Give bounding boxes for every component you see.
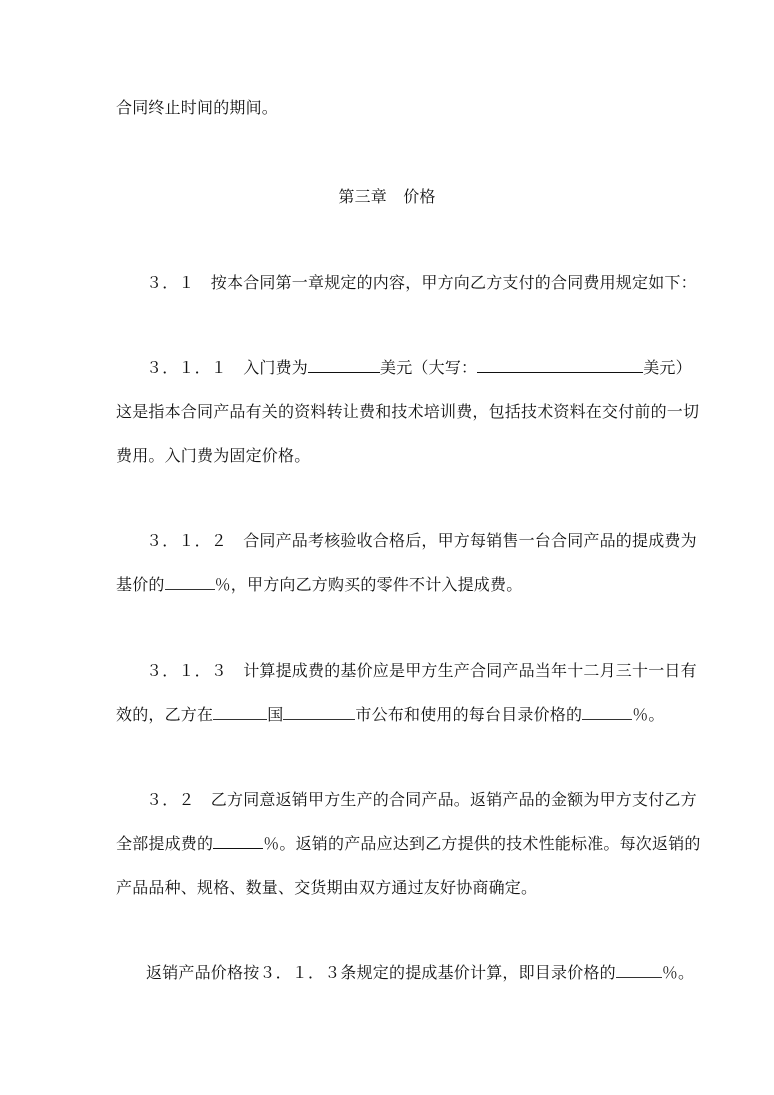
continuation-text bbox=[116, 98, 278, 118]
buyback-price-percent-blank[interactable] bbox=[616, 963, 662, 978]
final-text-1: 返销产品价格按３．１．３条规定的提成基价计算，即目录价格的 bbox=[146, 963, 616, 982]
chapter-title bbox=[0, 187, 774, 207]
clause-3-1-3-text-2a: 效的，乙方在 bbox=[116, 705, 214, 724]
clause-3-1-3-text-2b: 市公布和使用的每台目录价格的 bbox=[355, 705, 583, 724]
clause-3-2-line1 bbox=[146, 790, 697, 810]
clause-3-1-3-text-1: ３．１．３ 计算提成费的基价应是甲方生产合同产品当年十二月三十一日有 bbox=[146, 661, 697, 680]
clause-3-1-1-line1 bbox=[146, 358, 692, 378]
clause-3-2-text-2a: 全部提成费的 bbox=[116, 834, 214, 853]
clause-3-2-line2 bbox=[116, 834, 701, 854]
clause-3-1 bbox=[146, 273, 697, 293]
clause-3-1-2-text-1: ３．１．２ 合同产品考核验收合格后，甲方每销售一台合同产品的提成费为 bbox=[146, 531, 697, 550]
country-label: 国 bbox=[267, 705, 284, 724]
buyback-percent-blank[interactable] bbox=[213, 834, 263, 849]
percent-sign-2: ％。 bbox=[661, 963, 695, 982]
chapter-title-text: 第三章 价格 bbox=[338, 187, 436, 206]
catalog-price-percent-blank[interactable] bbox=[582, 705, 632, 720]
entry-fee-capital-blank[interactable] bbox=[477, 358, 643, 373]
clause-3-2-line3 bbox=[116, 878, 537, 898]
royalty-base-label: 基价的 bbox=[116, 575, 165, 594]
clause-3-2-text-3: 产品品种、规格、数量、交货期由双方通过友好协商确定。 bbox=[116, 878, 538, 897]
clause-3-1-1-line3 bbox=[116, 446, 310, 466]
clause-3-1-text: ３．１ 按本合同第一章规定的内容，甲方向乙方支付的合同费用规定如下： bbox=[146, 273, 697, 292]
final-paragraph bbox=[146, 963, 694, 983]
clause-3-1-1-line2 bbox=[116, 402, 699, 422]
clause-3-1-3-line1 bbox=[146, 661, 697, 681]
entry-fee-label: ３．１．１ 入门费为 bbox=[146, 358, 309, 377]
entry-fee-capital-label: 美元（大写： bbox=[380, 358, 478, 377]
entry-fee-amount-blank[interactable] bbox=[308, 358, 380, 373]
clause-3-1-1-text-3: 费用。入门费为固定价格。 bbox=[116, 446, 311, 465]
clause-3-1-3-line2 bbox=[116, 705, 665, 725]
clause-3-1-1-text-2: 这是指本合同产品有关的资料转让费和技术培训费，包括技术资料在交付前的一切 bbox=[116, 402, 700, 421]
clause-3-1-2-line2 bbox=[116, 575, 522, 595]
entry-fee-currency-close: 美元） bbox=[643, 358, 692, 377]
continuation-sentence: 合同终止时间的期间。 bbox=[116, 98, 279, 117]
clause-3-2-text-1: ３．２ 乙方同意返销甲方生产的合同产品。返销产品的金额为甲方支付乙方 bbox=[146, 790, 697, 809]
percent-sign-1: ％。 bbox=[632, 705, 665, 724]
royalty-percent-blank[interactable] bbox=[165, 575, 215, 590]
clause-3-2-text-2b: ％。返销的产品应达到乙方提供的技术性能标准。每次返销的 bbox=[263, 834, 701, 853]
clause-3-1-2-text-2: ％，甲方向乙方购买的零件不计入提成费。 bbox=[214, 575, 523, 594]
clause-3-1-2-line1 bbox=[146, 531, 697, 551]
city-blank[interactable] bbox=[283, 705, 355, 720]
country-blank[interactable] bbox=[213, 705, 267, 720]
